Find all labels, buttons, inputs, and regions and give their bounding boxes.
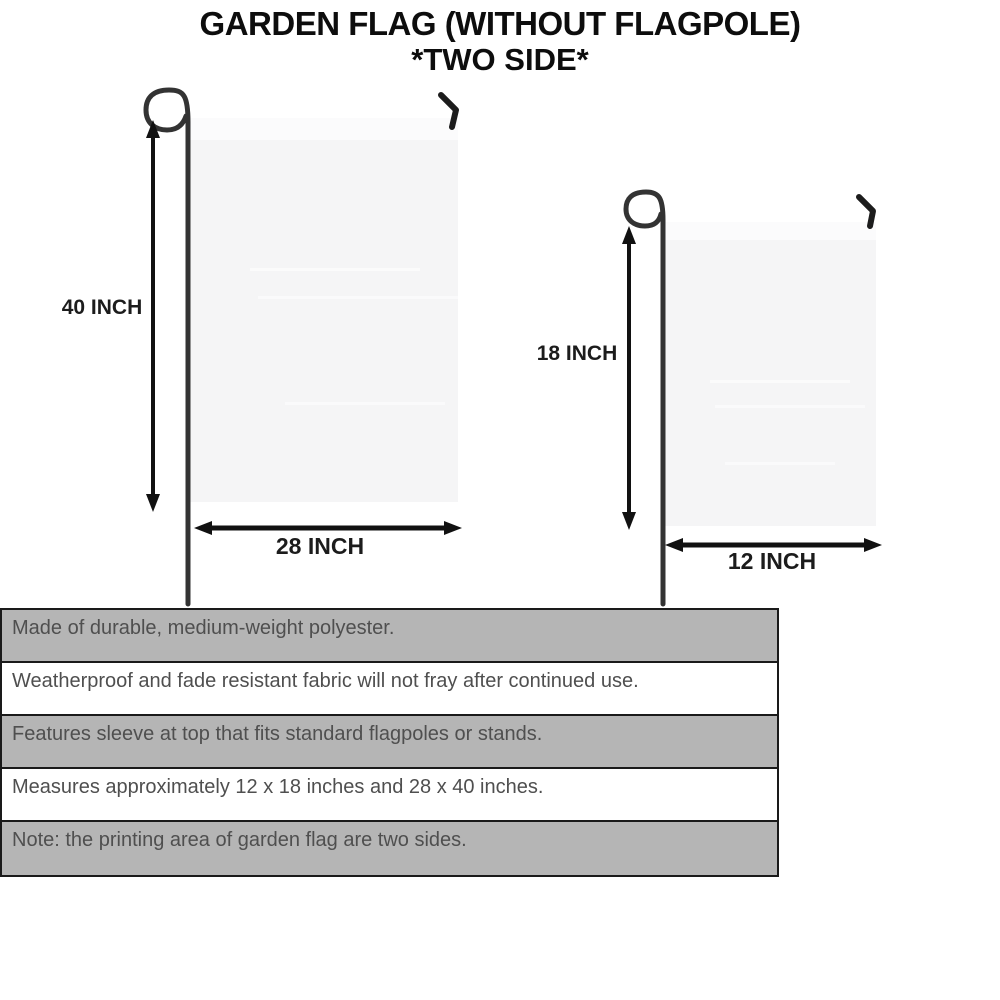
- small-flagpole: [626, 192, 663, 604]
- small-flag-height-arrow: [622, 226, 636, 530]
- large-flag-wrinkle: [258, 296, 458, 299]
- feature-row-measures: Measures approximately 12 x 18 inches and 28 x 40 inches.: [2, 769, 777, 822]
- title-line-2: *TWO SIDE*: [411, 42, 589, 78]
- large-flag-wrinkle: [285, 402, 445, 405]
- small-flag-canvas: [665, 222, 876, 526]
- small-flag-wrinkle: [715, 405, 865, 408]
- small-flag-height-label: 18 INCH: [536, 342, 618, 365]
- large-flag-canvas: [190, 118, 458, 502]
- large-flag-sleeve: [190, 118, 458, 140]
- feature-row-sleeve: Features sleeve at top that fits standard flagpoles or stands.: [2, 716, 777, 769]
- large-flag-width-label: 28 INCH: [275, 533, 365, 559]
- small-flag-width-label: 12 INCH: [727, 548, 817, 574]
- large-flag-wrinkle: [250, 268, 420, 271]
- small-flag-wrinkle: [710, 380, 850, 383]
- feature-row-weatherproof: Weatherproof and fade resistant fabric will not fray after continued use.: [2, 663, 777, 716]
- small-flag-hook-icon: [859, 197, 873, 226]
- large-flag-assembly: [146, 90, 462, 604]
- title-line-1: GARDEN FLAG (WITHOUT FLAGPOLE): [199, 5, 801, 42]
- small-flag-assembly: [622, 192, 882, 604]
- small-flag-sleeve: [665, 222, 876, 240]
- small-flag-wrinkle: [725, 462, 835, 465]
- feature-row-material: Made of durable, medium-weight polyester.: [2, 610, 777, 663]
- feature-table: [0, 608, 779, 877]
- large-flag-height-label: 40 INCH: [61, 296, 143, 319]
- feature-row-note: Note: the printing area of garden flag are two sides.: [2, 822, 777, 875]
